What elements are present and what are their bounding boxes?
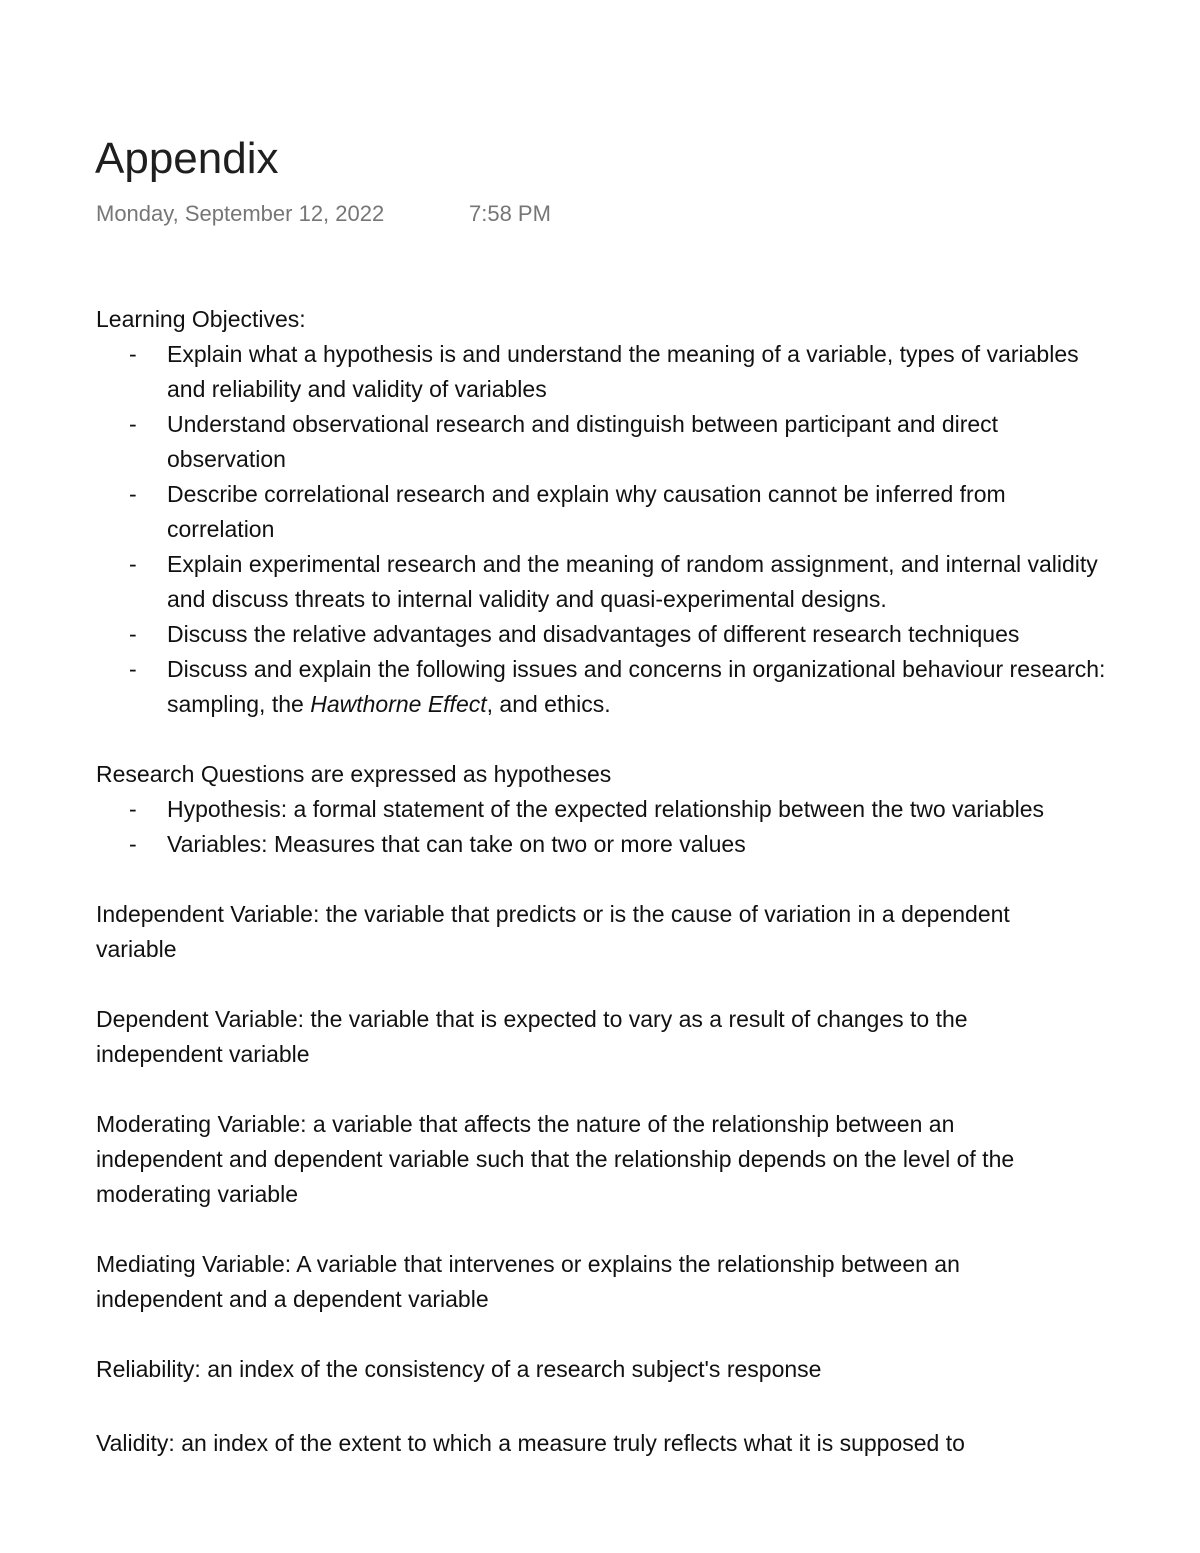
research-questions-heading: Research Questions are expressed as hypotheses <box>96 761 612 787</box>
definition-line: independent and a dependent variable <box>96 1286 489 1312</box>
list-item-text: Describe correlational research and explain why causation cannot be inferred from <box>167 481 1006 507</box>
blank-line <box>96 862 1200 897</box>
definition-line: Mediating Variable: A variable that intervenes or explains the relationship between an <box>96 1251 960 1277</box>
list-item <box>96 547 1200 617</box>
blank-line <box>96 967 1200 1002</box>
list-item-text: Variables: Measures that can take on two or more values <box>167 831 746 857</box>
page-time: 7:58 PM <box>469 201 551 226</box>
list-item <box>96 477 1200 547</box>
list-item <box>96 827 1200 862</box>
definition-line: Reliability: an index of the consistency of a research subject's response <box>96 1356 822 1382</box>
definition-line: independent variable <box>96 1041 310 1067</box>
list-item-text: and reliability and validity of variables <box>167 376 547 402</box>
bullet-dash: - <box>129 656 137 682</box>
blank-line <box>96 1317 1200 1352</box>
page-timestamp <box>96 200 551 228</box>
list-item <box>96 407 1200 477</box>
list-item-text: Discuss the relative advantages and disadvantages of different research techniques <box>167 621 1020 647</box>
list-item-text-part: sampling, the <box>167 691 311 717</box>
list-item-text: Explain what a hypothesis is and understand the meaning of a variable, types of variables <box>167 341 1079 367</box>
list-item-text: Discuss and explain the following issues and concerns in organizational behaviour research: <box>167 656 1106 682</box>
definition-reliability <box>96 1352 1200 1387</box>
definition-mediating-variable <box>96 1247 1200 1317</box>
definition-line: independent and dependent variable such that the relationship depends on the level of the <box>96 1146 1015 1172</box>
list-item-text: Explain experimental research and the meaning of random assignment, and internal validity <box>167 551 1098 577</box>
bullet-dash: - <box>129 831 137 857</box>
list-item <box>96 792 1200 827</box>
definition-line: variable <box>96 936 177 962</box>
bullet-dash: - <box>129 411 137 437</box>
list-item-text-part: , and ethics. <box>486 691 611 717</box>
bullet-dash: - <box>129 341 137 367</box>
learning-objectives-list <box>96 337 1200 722</box>
bullet-dash: - <box>129 621 137 647</box>
list-item <box>96 652 1200 722</box>
learning-objectives-heading: Learning Objectives: <box>96 306 306 332</box>
blank-line <box>96 1072 1200 1107</box>
note-content <box>96 302 1200 1387</box>
definition-dependent-variable <box>96 1002 1200 1072</box>
bullet-dash: - <box>129 551 137 577</box>
list-item-text: and discuss threats to internal validity and quasi-experimental designs. <box>167 586 887 612</box>
list-item-text: Understand observational research and distinguish between participant and direct <box>167 411 999 437</box>
definition-moderating-variable <box>96 1107 1200 1212</box>
list-item-text <box>167 687 1200 722</box>
list-item <box>96 337 1200 407</box>
bullet-dash: - <box>129 481 137 507</box>
definition-line: Dependent Variable: the variable that is expected to vary as a result of changes to the <box>96 1006 968 1032</box>
definition-independent-variable <box>96 897 1200 967</box>
definition-line: Moderating Variable: a variable that affects the nature of the relationship between an <box>96 1111 955 1137</box>
blank-line <box>96 722 1200 757</box>
definition-line: moderating variable <box>96 1181 299 1207</box>
page-date: Monday, September 12, 2022 <box>96 201 385 226</box>
page-title: Appendix <box>95 134 279 183</box>
list-item-text: observation <box>167 446 286 472</box>
definition-validity-cutoff: Validity: an index of the extent to which a measure truly reflects what it is supposed to <box>96 1430 965 1456</box>
truncated-validity-line <box>96 1426 1136 1456</box>
research-questions-list <box>96 792 1200 862</box>
blank-line <box>96 1212 1200 1247</box>
list-item-text: correlation <box>167 516 275 542</box>
list-item <box>96 617 1200 652</box>
hawthorne-effect-term: Hawthorne Effect <box>310 691 487 717</box>
list-item-text: Hypothesis: a formal statement of the expected relationship between the two variables <box>167 796 1045 822</box>
bullet-dash: - <box>129 796 137 822</box>
definition-line: Independent Variable: the variable that predicts or is the cause of variation in a dependent <box>96 901 1010 927</box>
